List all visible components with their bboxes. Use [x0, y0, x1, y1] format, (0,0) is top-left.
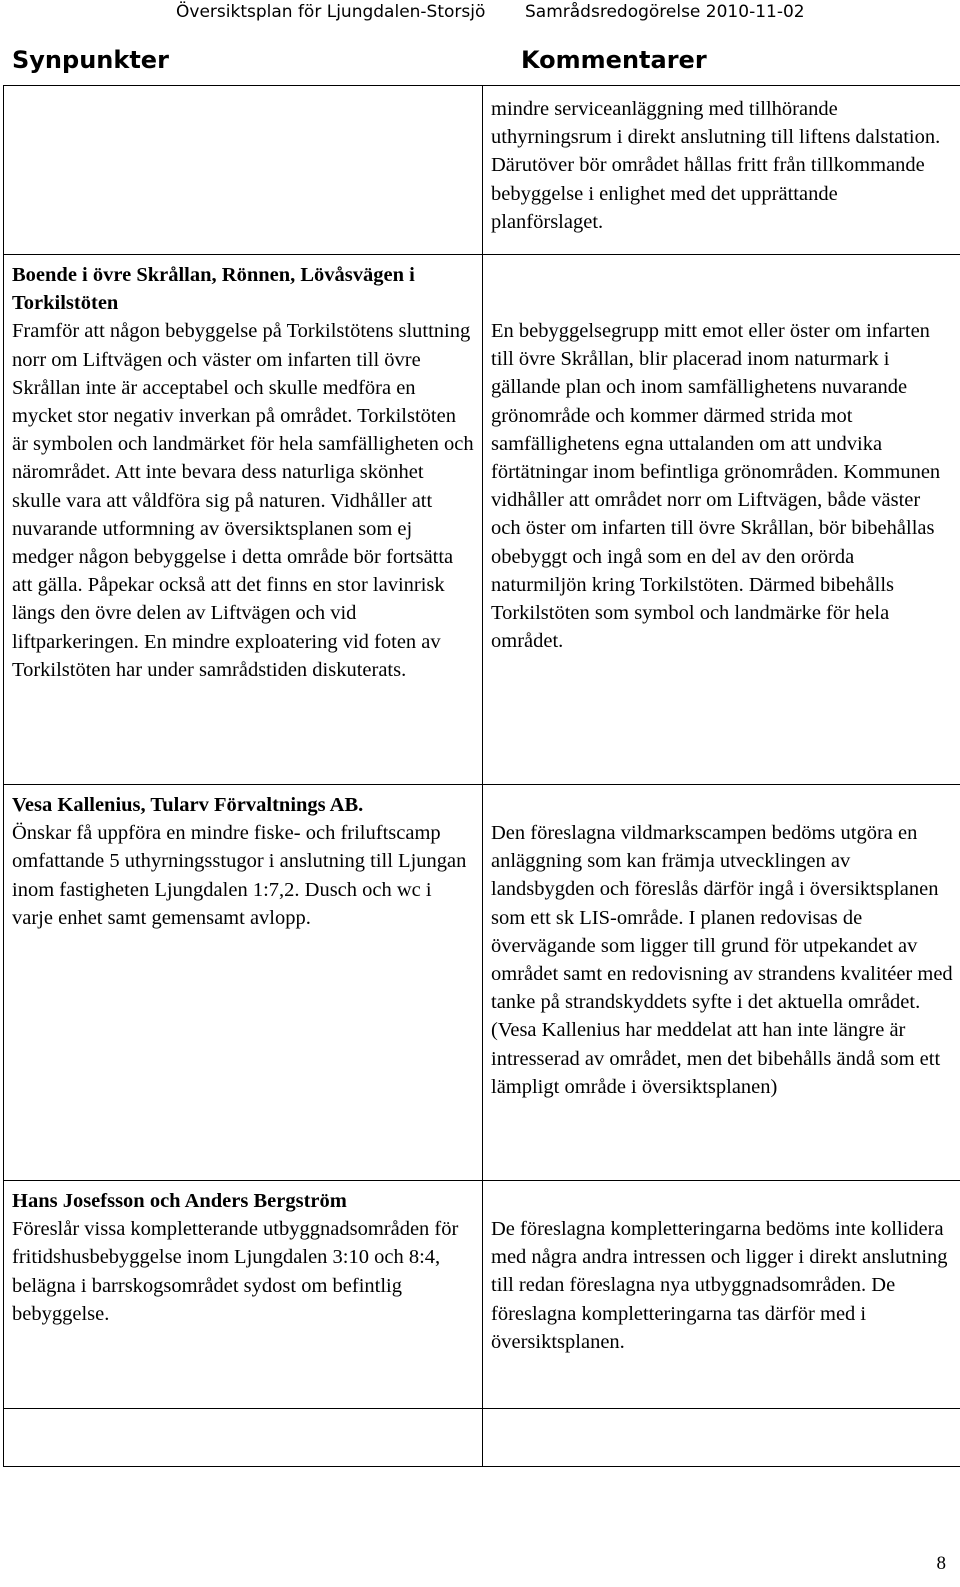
header-document-title: Översiktsplan för Ljungdalen-Storsjö	[176, 2, 486, 22]
table-row	[4, 86, 960, 255]
table-row	[4, 1181, 960, 1409]
column-heading-kommentarer: Kommentarer	[521, 46, 707, 74]
submitter-name: Hans Josefsson och Anders Bergström	[12, 1190, 347, 1212]
table-row	[4, 785, 960, 1181]
table-row	[4, 1409, 960, 1467]
column-heading-synpunkter: Synpunkter	[12, 46, 169, 74]
comment-text: En bebyggelsegrupp mitt emot eller öster om infarten till övre Skrållan, blir placerad inom naturmark i gällande plan och inom samfällighetens nuvarande grönområde och kommer därmed strida mot samfällighetens egna uttalanden om att undvika förtätningar inom befintliga grönområden. Kommunen vidhåller att området norr om Liftvägen, både väster och öster om infarten till övre Skrållan, bör bibehållas obebyggt och ingå som en del av den orörda naturmiljön kring Torkilstöten. Därmed bibehålls Torkilstöten som symbol och landmärke för hela området.	[491, 320, 941, 653]
viewpoint-cell	[4, 1409, 483, 1467]
viewpoint-cell	[4, 1181, 483, 1409]
comment-cell	[483, 1409, 960, 1467]
comment-cell	[483, 86, 960, 255]
comment-cell	[483, 785, 960, 1181]
comment-cell	[483, 255, 960, 785]
comment-cell	[483, 1181, 960, 1409]
submitter-name: Vesa Kallenius, Tularv Förvaltnings AB.	[12, 794, 364, 816]
viewpoint-cell	[4, 785, 483, 1181]
viewpoint-text: Föreslår vissa kompletterande utbyggnadsområden för fritidshusbebyggelse inom Ljungdalen 3:10 och 8:4, belägna i barrskogsområdet sydost om befintlig bebyggelse.	[12, 1218, 459, 1325]
header-document-date: Samrådsredogörelse 2010-11-02	[525, 2, 805, 22]
table-row	[4, 255, 960, 785]
page-header	[0, 0, 960, 26]
viewpoint-text: Önskar få uppföra en mindre fiske- och friluftscamp omfattande 5 uthyrningsstugor i anslutning till Ljungan inom fastigheten Ljungdalen 1:7,2. Dusch och wc i varje enhet samt gemensamt avlopp.	[12, 822, 467, 929]
submitter-name: Boende i övre Skrållan, Rönnen, Lövåsvägen i Torkilstöten	[12, 264, 415, 315]
consultation-table	[3, 85, 960, 1467]
comment-text: Den föreslagna vildmarkscampen bedöms utgöra en anläggning som kan främja utvecklingen av landsbygden och föreslås därför ingå i översiktsplanen som ett sk LIS-område. I planen redovisas de övervägande som ligger till grund för utpekandet av området samt en redovisning av strandens kvalitéer med tanke på strandskyddets syfte i det aktuella området. (Vesa Kallenius har meddelat att han inte längre är intresserad av området, men det bibehålls ändå som ett lämpligt område i översiktsplanen)	[491, 822, 953, 1098]
viewpoint-text: Framför att någon bebyggelse på Torkilstötens sluttning norr om Liftvägen och väster om infarten till övre Skrållan inte är acceptabel och skulle medföra en mycket stor negativ inverkan på området. Torkilstöten är symbolen och landmärket för hela samfälligheten och närområdet. Att inte bevara dess naturliga skönhet skulle vara att våldföra sig på naturen. Vidhåller att nuvarande utformning av översiktsplanen som ej medger någon bebyggelse i detta område bör fortsätta att gälla. Påpekar också att det finns en stor lavinrisk längs den övre delen av Liftvägen och vid liftparkeringen. En mindre exploatering vid foten av Torkilstöten har under samrådstiden diskuterats.	[12, 320, 474, 681]
viewpoint-cell	[4, 255, 483, 785]
page-number: 8	[936, 1553, 946, 1574]
comment-text: mindre serviceanläggning med tillhörande uthyrningsrum i direkt anslutning till liftens dalstation. Därutöver bör området hållas fritt från tillkommande bebyggelse i enlighet med det upprättande planförslaget.	[491, 98, 941, 233]
comment-text: De föreslagna kompletteringarna bedöms inte kollidera med några andra intressen och ligger i direkt anslutning till redan föreslagna nya utbyggnadsområden. De föreslagna kompletteringarna tas därför med i översiktsplanen.	[491, 1218, 948, 1353]
viewpoint-cell	[4, 86, 483, 255]
